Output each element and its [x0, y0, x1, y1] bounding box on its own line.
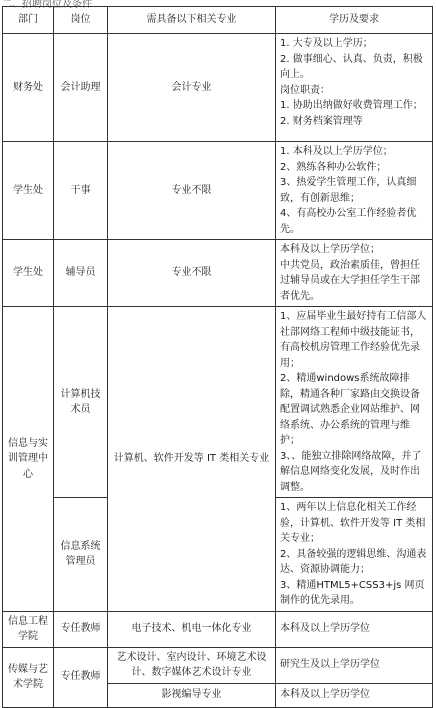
major-cell: 专业不限	[108, 142, 276, 240]
major-cell: 艺术设计、室内设计、环境艺术设计、数字媒体艺术设计专业	[108, 647, 276, 683]
table-row	[3, 142, 433, 240]
dept-cell: 传媒与艺术学院	[3, 647, 54, 707]
req-line: 1、应届毕业生最好持有工信部人社部网络工程师中级技能证书，有高校机房管理工作经验优先录用；	[280, 311, 427, 369]
req-line: 1、两年以上信息化相关工作经验，计算机、软件开发等 IT 类相关专业；	[280, 502, 426, 544]
req-line: 2、精通windows系统故障排除，精通各种厂家路由交换设备配置调试熟悉企业网站维护、网络系统、办公系统的管理与维护；	[280, 373, 420, 446]
major-cell: 专业不限	[108, 240, 276, 307]
table-row	[3, 34, 433, 142]
req-line: 中共党员，政治素质佳，曾担任过辅导员或在大学担任学生干部者优先。	[280, 259, 420, 302]
dept-cell: 信息工程学院	[3, 611, 54, 647]
requirements-cell: 本科及以上学历学位	[276, 683, 433, 707]
requirements-cell	[276, 307, 433, 498]
section-caption: 二、招聘岗位及条件	[2, 0, 92, 10]
major-cell: 电子技术、机电一体化专业	[108, 611, 276, 647]
requirements-cell	[276, 498, 433, 612]
req-line: 3、热爱学生管理工作，认真细致，有创新思维；	[280, 177, 417, 204]
major-cell: 计算机、软件开发等 IT 类相关专业	[108, 307, 276, 612]
table-row	[3, 240, 433, 307]
major-cell: 会计专业	[108, 34, 276, 142]
dept-cell: 信息与实训管理中心	[3, 307, 54, 612]
req-line: 本科及以上学历学位；	[280, 244, 380, 255]
req-line: 2. 财务档案管理等	[280, 115, 363, 127]
req-line: 3、精通HTML5+CSS3+js 网页制作的优先录用。	[280, 579, 425, 606]
table-header-row	[3, 7, 433, 34]
header-major: 需具备以下相关专业	[108, 7, 276, 34]
header-requirements: 学历及要求	[276, 7, 433, 34]
req-line: 3、、能独立排除网络故障，并了解信息网络变化发展，及时作出调整。	[280, 450, 422, 493]
recruitment-table	[2, 6, 433, 708]
post-cell: 辅导员	[54, 240, 108, 307]
table-row	[3, 647, 433, 683]
requirements-cell: 本科及以上学历学位	[276, 611, 433, 647]
dept-cell: 学生处	[3, 240, 54, 307]
post-cell: 信息系统管理员	[54, 498, 108, 612]
table-row	[3, 611, 433, 647]
requirements-cell	[276, 34, 433, 142]
req-line: 2、具备较强的逻辑思维、沟通表达、资源协调能力；	[280, 548, 427, 575]
dept-cell: 财务处	[3, 34, 54, 142]
post-cell: 专任教师	[54, 611, 108, 647]
header-post: 岗位	[54, 7, 108, 34]
post-cell: 干事	[54, 142, 108, 240]
req-line: 1. 大专及以上学历；	[280, 38, 373, 49]
req-line: 岗位职责：	[280, 84, 330, 96]
dept-cell: 学生处	[3, 142, 54, 240]
header-dept: 部门	[3, 7, 54, 34]
post-cell: 会计助理	[54, 34, 108, 142]
req-line: 2. 做事细心、认真、负责，积极向上。	[280, 53, 423, 80]
post-cell: 专任教师	[54, 647, 108, 707]
requirements-cell	[276, 142, 433, 240]
requirements-cell	[276, 240, 433, 307]
major-cell: 影视编导专业	[108, 683, 276, 707]
req-line: 2、熟练各种办公软件；	[280, 161, 387, 173]
table-row	[3, 307, 433, 498]
post-cell: 计算机技术员	[54, 307, 108, 498]
req-line: 1. 本科及以上学历学位；	[280, 146, 393, 157]
requirements-cell: 研究生及以上学历学位	[276, 647, 433, 683]
req-line: 4、有高校办公室工作经验者优先。	[280, 208, 417, 235]
req-line: 1. 协助出纳做好收费管理工作；	[280, 100, 423, 111]
